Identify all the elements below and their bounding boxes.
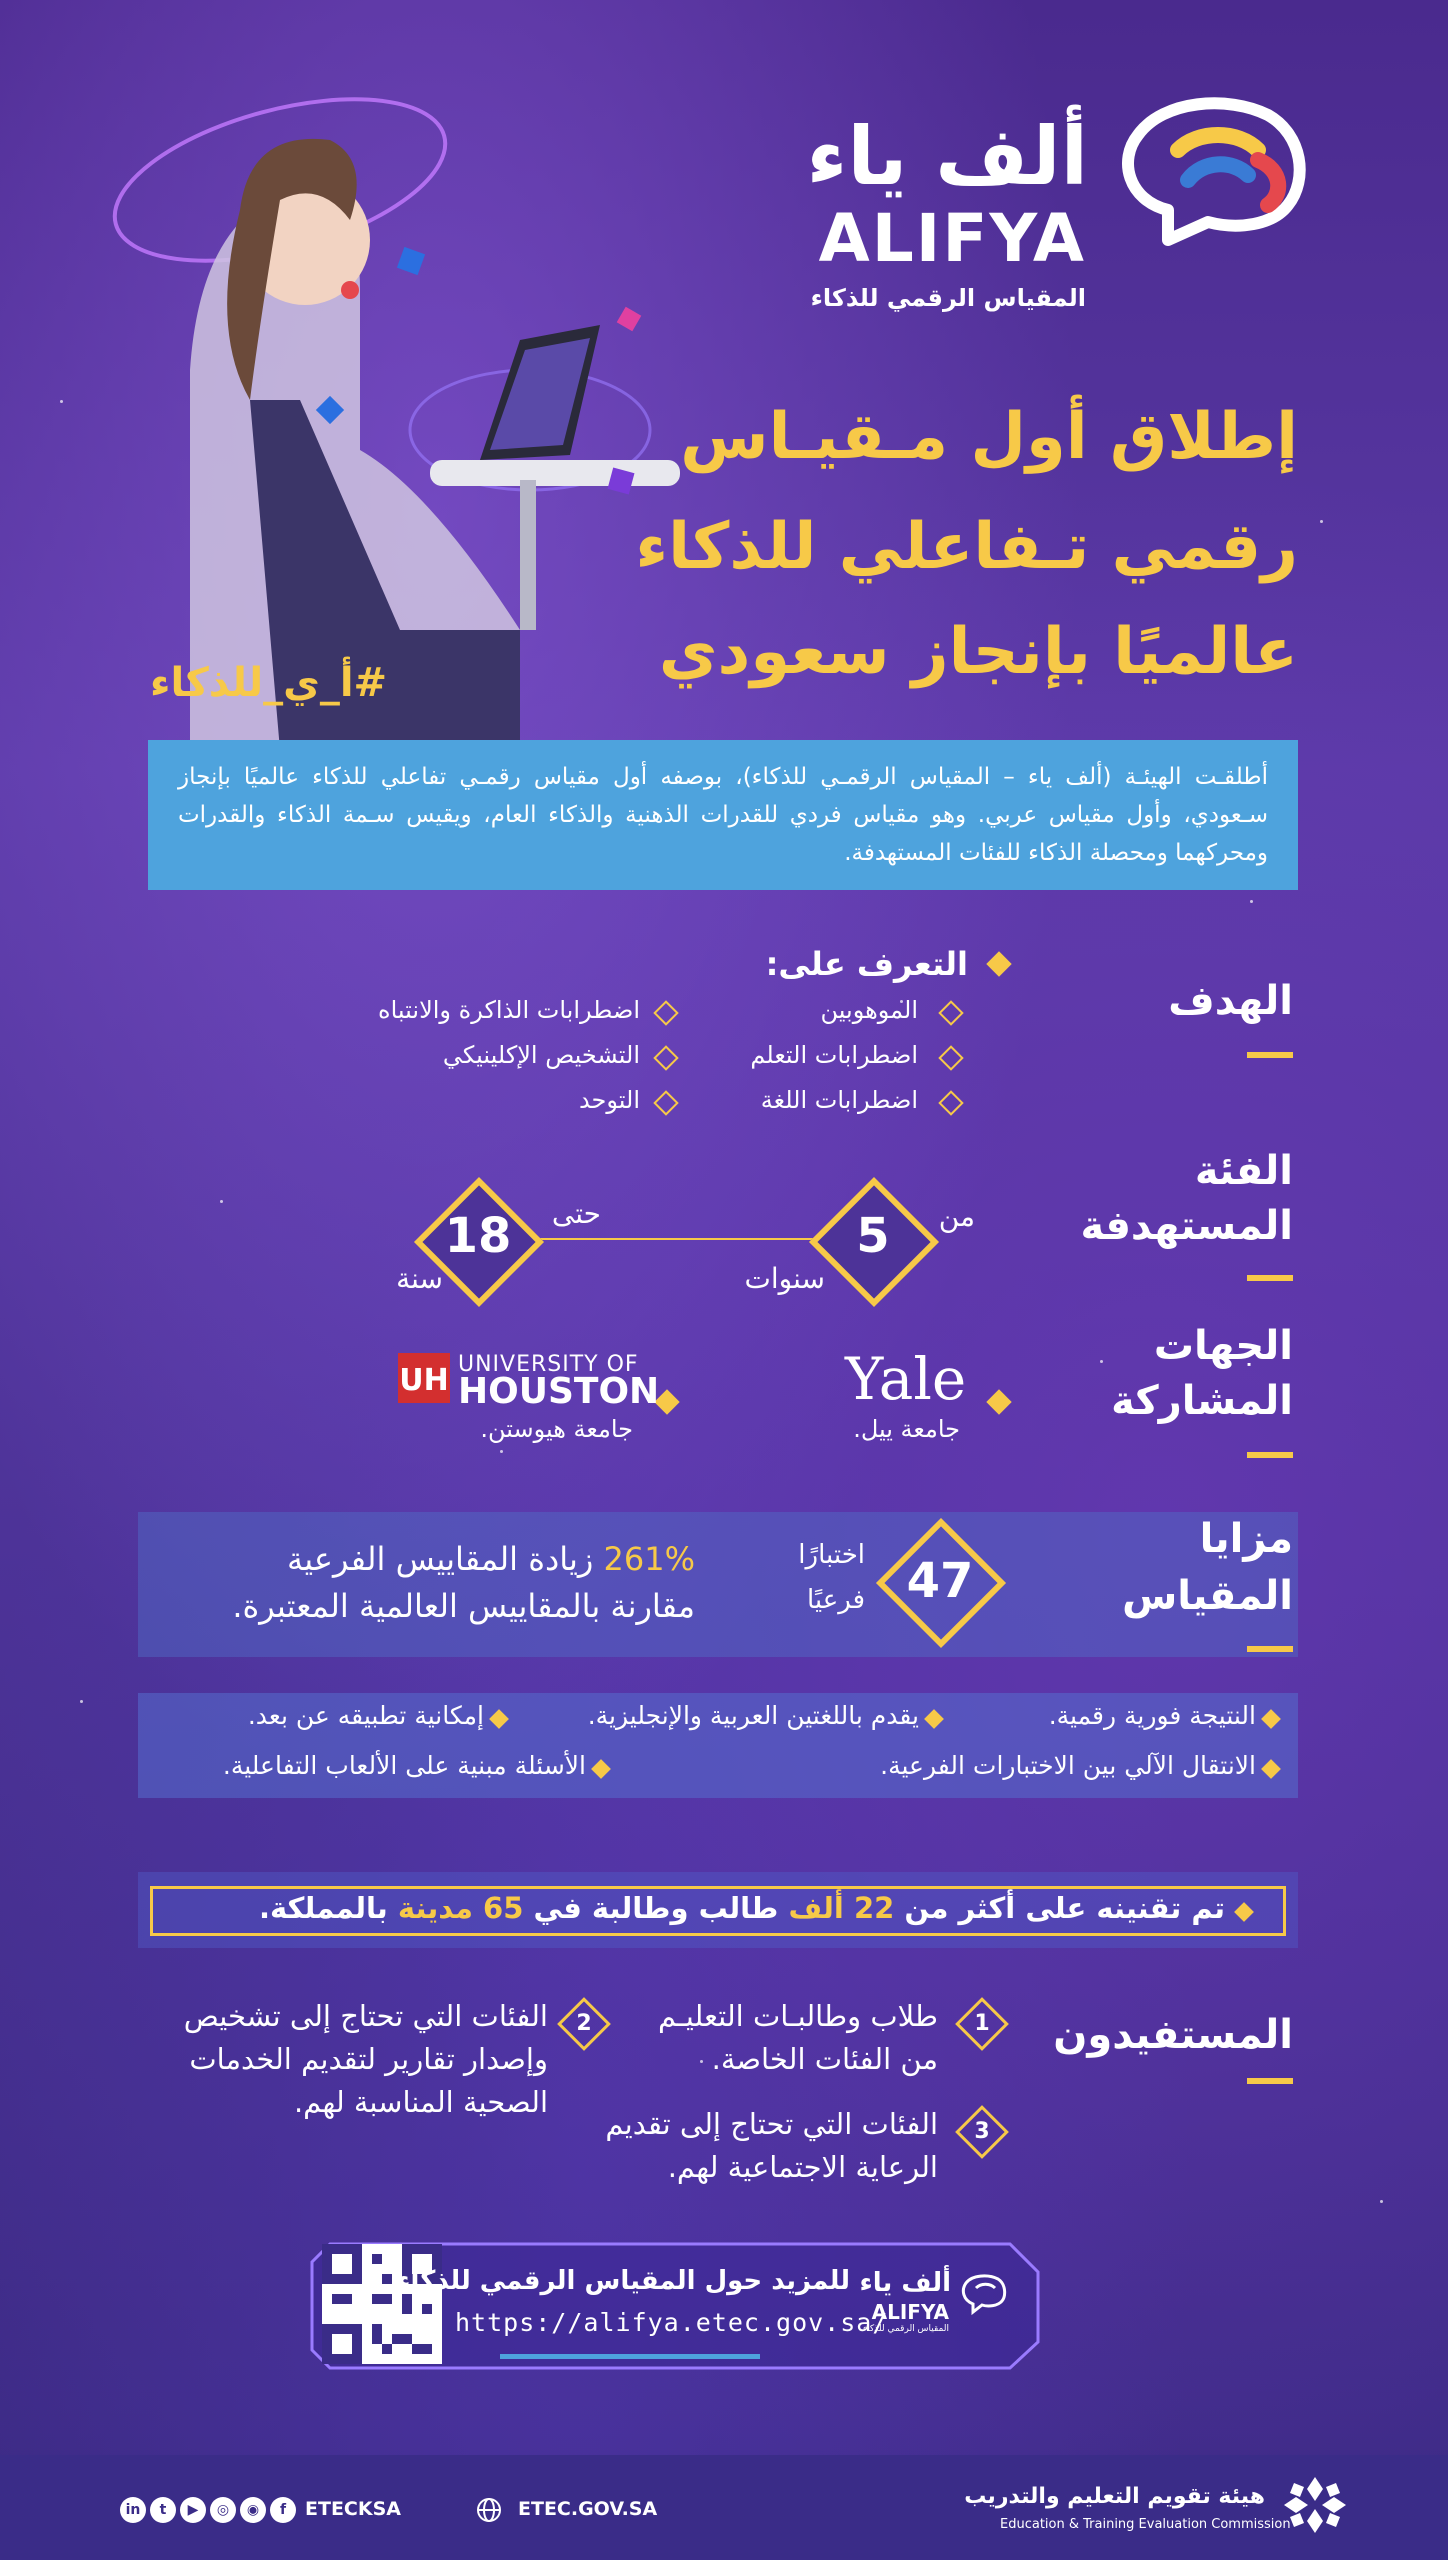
stat-num2: 65 مدينة (397, 1891, 524, 1925)
goal-title: الهدف (1168, 978, 1293, 1024)
stat-part1: تم تقنينه على أكثر من (894, 1891, 1225, 1925)
org-name-en: Education & Training Evaluation Commission (1000, 2517, 1291, 2532)
houston-logo-bottom: HOUSTON (458, 1371, 660, 1412)
tests-label-line1: اختبارًا (798, 1540, 865, 1570)
beneficiary-1-line2: من الفئات الخاصة. (711, 2042, 938, 2076)
twitter-icon[interactable]: t (150, 2497, 176, 2523)
brand-tagline: المقياس الرقمي للذكاء (810, 284, 1086, 312)
headline-line1: إطلاق أول مـقيـاس (680, 400, 1298, 474)
partners-title-line2: المشاركة (1111, 1378, 1293, 1424)
brand-name-ar: ألف ياء (806, 110, 1088, 203)
stat-part3: بالمملكة. (258, 1891, 398, 1925)
age-from-value: 5 (856, 1208, 890, 1264)
qr-code-icon[interactable] (322, 2244, 442, 2364)
headline-line3: عالميًا بإنجاز سعودي (658, 615, 1298, 689)
houston-uh-icon (398, 1353, 450, 1403)
beneficiary-3-line2: الرعاية الاجتماعية لهم. (667, 2150, 938, 2184)
stat-part2: طالب وطالبة في (523, 1891, 789, 1925)
number: 3 (974, 2119, 990, 2144)
tests-label-line2: فرعيًا (806, 1585, 865, 1615)
more-info-logo-en: ALIFYA (871, 2300, 949, 2324)
tests-count: 47 (906, 1553, 974, 1609)
age-to-unit: سنة (396, 1262, 443, 1295)
goal-heading-diamond (986, 951, 1011, 976)
intro-paragraph: أطلقـت الهيئـة (ألف ياء – المقياس الرقمـي للذكاء)، بوصفه أول مقياس رقمـي تفاعلي للذكاء عالميًا بإنجاز سـعودي، وأول مقياس عربي. وهو مقياس فردي للقدرات الذهنية والذكاء العام، ويقيس سـمة الذكاء والقدرات ومحركهما ومحصلة الذكاء للفئات المستهدفة. (148, 740, 1298, 890)
age-to-label: حتى (551, 1197, 601, 1230)
snapchat-icon[interactable]: ◎ (210, 2497, 236, 2523)
beneficiary-2-line1: الفئات التي تحتاج إلى تشخيص (183, 1999, 548, 2033)
compare-text: مقارنة بالمقاييس العالمية المعتبرة. (232, 1587, 695, 1625)
girl-tablet-illustration (100, 70, 700, 750)
feature-item: النتيجة فورية رقمية. (1048, 1701, 1256, 1730)
partners-title-line1: الجهات (1153, 1323, 1293, 1369)
goal-item: اضطرابات التعلم (750, 1041, 918, 1069)
target-title-line1: الفئة (1194, 1148, 1293, 1194)
more-info-logo-sub: المقياس الرقمي للذكاء (862, 2324, 949, 2334)
beneficiary-3-line1: الفئات التي تحتاج إلى تقديم (605, 2107, 938, 2141)
age-from-unit: سنوات (744, 1262, 825, 1295)
target-title-line2: المستهدفة (1080, 1203, 1293, 1249)
partners-title-bar (1247, 1452, 1293, 1458)
beneficiaries-title: المستفيدون (1053, 2012, 1293, 2058)
beneficiary-1-line1: طلاب وطالبـات التعليـم (657, 1999, 938, 2033)
advantages-title-line2: المقياس (1122, 1573, 1293, 1619)
number: 1 (974, 2011, 990, 2036)
brain-logo-icon (1108, 90, 1318, 260)
increase-percent: 261% (603, 1540, 695, 1578)
age-from-label: من (938, 1200, 975, 1233)
beneficiaries-title-bar (1247, 2078, 1293, 2084)
more-info-logo-ar: ألف ياء (859, 2268, 951, 2298)
instagram-icon[interactable]: ◉ (240, 2497, 266, 2523)
beneficiary-2-line3: الصحية المناسبة لهم. (293, 2085, 548, 2119)
brain-small-icon (958, 2272, 1008, 2316)
globe-icon (476, 2497, 502, 2523)
goal-item: التوحد (578, 1086, 640, 1114)
goal-item: الموهوبين (820, 996, 918, 1024)
youtube-icon[interactable]: ▶ (180, 2497, 206, 2523)
more-info-text: للمزيد حول المقياس الرقمي للذكاء (397, 2266, 850, 2296)
yale-name: جامعة ييل. (853, 1415, 960, 1443)
goal-item: التشخيص الإكلينيكي (442, 1041, 640, 1069)
social-handle[interactable]: ETECKSA (305, 2498, 401, 2520)
number: 2 (576, 2011, 592, 2036)
increase-text: زيادة المقاييس الفرعية (287, 1540, 604, 1578)
goal-item-diamond (653, 1045, 678, 1070)
goal-item-diamond (938, 1045, 963, 1070)
goal-title-bar (1247, 1052, 1293, 1058)
age-to-value: 18 (444, 1208, 512, 1264)
feature-item: إمكانية تطبيقه عن بعد. (247, 1701, 484, 1730)
website-label[interactable]: ETEC.GOV.SA (518, 2498, 658, 2520)
more-info-url[interactable]: https://alifya.etec.gov.sa/ (455, 2308, 889, 2337)
advantages-title-bar (1247, 1646, 1293, 1652)
goal-item-diamond (938, 1090, 963, 1115)
feature-item: يقدم باللغتين العربية والإنجليزية. (587, 1701, 919, 1730)
goal-heading: التعرف على: (765, 945, 968, 983)
brand-name-en: ALIFYA (818, 200, 1086, 277)
goal-item: اضطرابات الذاكرة والانتباه (378, 996, 640, 1024)
houston-logo-top: UNIVERSITY OF (458, 1352, 639, 1377)
stat-num1: 22 ألف (788, 1891, 895, 1925)
goal-item-diamond (938, 1000, 963, 1025)
headline-line2: رقمي تـفاعلي للذكاء (635, 510, 1298, 584)
increase-line (287, 1540, 695, 1578)
linkedin-icon[interactable]: in (120, 2497, 146, 2523)
beneficiary-2-line2: وإصدار تقارير لتقديم الخدمات (189, 2042, 548, 2076)
houston-name: جامعة هيوستن. (480, 1415, 633, 1443)
goal-item-diamond (653, 1090, 678, 1115)
goal-item-diamond (653, 1000, 678, 1025)
feature-item: الانتقال الآلي بين الاختبارات الفرعية. (880, 1751, 1256, 1780)
target-title-bar (1247, 1275, 1293, 1281)
stat-text (259, 1891, 1225, 1925)
yale-logo: Yale (845, 1345, 967, 1413)
hashtag: #أ_ي_للذكاء (150, 660, 388, 706)
org-name-ar: هيئة تقويم التعليم والتدريب (964, 2484, 1265, 2509)
facebook-icon[interactable]: f (270, 2497, 296, 2523)
goal-item: اضطرابات اللغة (760, 1086, 918, 1114)
feature-item: الأسئلة مبنية على الألعاب التفاعلية. (222, 1751, 586, 1780)
advantages-title-line1: مزايا (1199, 1516, 1293, 1562)
svg-text:UH: UH (399, 1363, 449, 1398)
partner-diamond (986, 1389, 1011, 1414)
